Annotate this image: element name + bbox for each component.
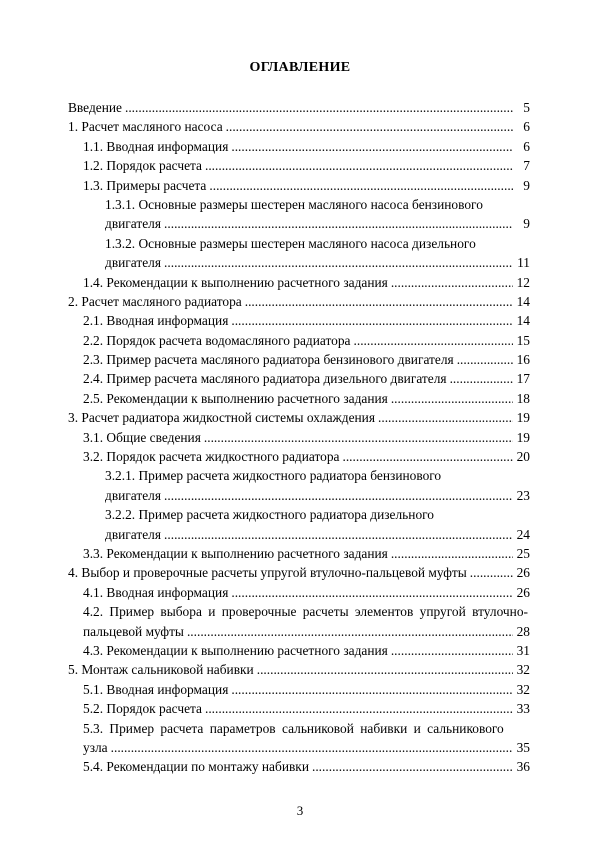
dot-leader [226, 117, 513, 136]
toc-entry-title: 2.2. Порядок расчета водомасляного радиатора [83, 332, 351, 348]
toc-entry[interactable] [83, 331, 530, 350]
toc-entry-title: 1.3. Примеры расчета [83, 177, 207, 193]
toc-entry-multiline[interactable] [68, 234, 530, 273]
toc-entry-title: 3. Расчет радиатора жидкостной системы охлаждения [68, 410, 376, 426]
dot-leader [164, 214, 513, 233]
toc-entry-page: 25 [516, 545, 530, 561]
dot-leader [470, 563, 513, 582]
toc-entry[interactable] [68, 98, 530, 117]
toc-entry-page: 26 [516, 584, 530, 600]
toc-entry-page: 6 [523, 119, 530, 135]
toc-entry-title: 3.2. Порядок расчета жидкостного радиатора [83, 449, 340, 465]
toc-entry[interactable] [68, 117, 530, 136]
toc-entry-title: 4. Выбор и проверочные расчеты упругой втулочно-пальцевой муфты [68, 565, 467, 581]
toc-entry-title: Введение [68, 100, 122, 115]
dot-leader [164, 525, 513, 544]
toc-entry-title: 1.4. Рекомендации к выполнению расчетного задания [83, 274, 388, 290]
toc-entry-title-line1: 5.3. Пример расчета параметров сальниковой набивки и сальникового [83, 720, 504, 736]
toc-entry-title: 3.1. Общие сведения [83, 429, 201, 445]
toc-entry-page: 20 [516, 449, 530, 465]
dot-leader [209, 176, 513, 195]
toc-entry[interactable] [105, 253, 530, 272]
dot-leader [164, 253, 513, 272]
toc-entry-page: 23 [516, 487, 530, 503]
dot-leader [231, 583, 513, 602]
toc-entry-title: 1. Расчет масляного насоса [68, 119, 223, 135]
toc-entry-title: 1.1. Вводная информация [83, 138, 229, 154]
toc-entry[interactable] [105, 486, 530, 505]
dot-leader [450, 369, 513, 388]
toc-entry-title: 5.1. Вводная информация [83, 681, 229, 697]
dot-leader [312, 757, 513, 776]
toc-entry[interactable] [83, 680, 530, 699]
page-title: ОГЛАВЛЕНИЕ [249, 60, 351, 75]
toc-entry-title-line1: 4.2. Пример выбора и проверочные расчеты элементов упругой втулочно- [83, 604, 528, 620]
toc-entry-title: двигателя [105, 526, 162, 542]
dot-leader [391, 641, 513, 660]
dot-leader [231, 311, 513, 330]
toc-entry[interactable] [83, 447, 530, 466]
dot-leader [187, 622, 513, 641]
toc-entry-page: 14 [516, 313, 530, 329]
toc-entry-title: 5.4. Рекомендации по монтажу набивки [83, 759, 309, 775]
toc-entry[interactable] [83, 156, 530, 175]
toc-entry-title-line1: 1.3.2. Основные размеры шестерен масляного насоса дизельного [105, 235, 476, 251]
toc-entry-page: 6 [523, 138, 530, 154]
toc-entry-title: 4.3. Рекомендации к выполнению расчетного задания [83, 642, 388, 658]
toc-entry[interactable] [68, 563, 530, 582]
toc-entry[interactable] [83, 641, 530, 660]
toc-entry-title: 5. Монтаж сальниковой набивки [68, 662, 254, 678]
page-number: 3 [296, 803, 304, 818]
toc-entry-title: 2.3. Пример расчета масляного радиатора бензинового двигателя [83, 352, 454, 368]
toc-entry[interactable] [83, 738, 530, 757]
toc-entry-page: 35 [516, 739, 530, 755]
toc-entry[interactable] [83, 389, 530, 408]
toc-entry-page: 7 [523, 158, 530, 174]
toc-entry-title: двигателя [105, 487, 162, 503]
dot-leader [205, 156, 513, 175]
toc-entry-title-line1: 3.2.2. Пример расчета жидкостного радиатора дизельного [105, 507, 434, 523]
toc-entry[interactable] [83, 699, 530, 718]
dot-leader [391, 389, 513, 408]
toc-entry-page: 31 [516, 642, 530, 658]
toc-entry-page: 32 [516, 662, 530, 678]
toc-entry-page: 12 [516, 274, 530, 290]
toc-entry-title: двигателя [105, 216, 162, 232]
toc-entry-page: 33 [516, 701, 530, 717]
toc-entry-page: 9 [523, 216, 530, 232]
toc-entry[interactable] [83, 583, 530, 602]
toc-entry-title: пальцевой муфты [83, 623, 184, 639]
toc-entry[interactable] [83, 350, 530, 369]
toc-entry-page: 36 [516, 759, 530, 775]
toc-entry-title: 1.2. Порядок расчета [83, 158, 202, 174]
dot-leader [125, 98, 513, 117]
toc-entry[interactable] [83, 544, 530, 563]
toc-entry-page: 9 [523, 177, 530, 193]
toc-entry-multiline[interactable] [68, 466, 530, 505]
toc-entry-title: узла [83, 739, 108, 755]
dot-leader [111, 738, 513, 757]
toc-entry[interactable] [83, 137, 530, 156]
toc-entry[interactable] [83, 176, 530, 195]
toc-entry-page: 19 [516, 410, 530, 426]
toc-entry-page: 32 [516, 681, 530, 697]
toc-entry-title: 4.1. Вводная информация [83, 584, 229, 600]
toc-entry-title: 2.4. Пример расчета масляного радиатора дизельного двигателя [83, 371, 447, 387]
dot-leader [231, 137, 513, 156]
dot-leader [342, 447, 513, 466]
toc-entry-title: 2.1. Вводная информация [83, 313, 229, 329]
toc-entry-page: 15 [516, 332, 530, 348]
table-of-contents [68, 98, 530, 777]
toc-entry[interactable] [83, 311, 530, 330]
toc-entry[interactable] [68, 408, 530, 427]
dot-leader [391, 273, 513, 292]
toc-entry[interactable] [83, 369, 530, 388]
dot-leader [231, 680, 513, 699]
toc-entry-page: 28 [516, 623, 530, 639]
toc-entry-page: 5 [523, 100, 530, 115]
toc-entry[interactable] [68, 292, 530, 311]
dot-leader [204, 428, 513, 447]
toc-entry-title: 2. Расчет масляного радиатора [68, 293, 242, 309]
toc-entry-page: 14 [516, 293, 530, 309]
dot-leader [378, 408, 513, 427]
toc-entry-title: двигателя [105, 255, 162, 271]
toc-entry[interactable] [83, 757, 530, 776]
toc-entry-multiline[interactable] [68, 719, 530, 758]
toc-entry[interactable] [68, 660, 530, 679]
dot-leader [257, 660, 513, 679]
toc-entry-title: 5.2. Порядок расчета [83, 701, 202, 717]
toc-entry-page: 16 [516, 352, 530, 368]
toc-entry-page: 11 [517, 255, 530, 271]
dot-leader [205, 699, 513, 718]
toc-entry-title-line1: 1.3.1. Основные размеры шестерен масляного насоса бензинового [105, 196, 483, 212]
toc-entry-multiline[interactable] [68, 602, 530, 641]
toc-entry-title: 2.5. Рекомендации к выполнению расчетного задания [83, 390, 388, 406]
dot-leader [164, 486, 513, 505]
dot-leader [354, 331, 513, 350]
toc-entry-page: 24 [516, 526, 530, 542]
toc-entry[interactable] [83, 622, 530, 641]
dot-leader [245, 292, 513, 311]
dot-leader [391, 544, 513, 563]
toc-entry[interactable] [105, 214, 530, 233]
toc-entry-multiline[interactable] [68, 195, 530, 234]
toc-entry-page: 26 [516, 565, 530, 581]
dot-leader [457, 350, 513, 369]
toc-entry-page: 17 [516, 371, 530, 387]
toc-entry[interactable] [83, 428, 530, 447]
toc-entry-page: 18 [516, 390, 530, 406]
toc-entry[interactable] [105, 525, 530, 544]
toc-entry-title: 3.3. Рекомендации к выполнению расчетного задания [83, 545, 388, 561]
toc-entry-page: 19 [516, 429, 530, 445]
toc-entry[interactable] [83, 273, 530, 292]
toc-entry-title-line1: 3.2.1. Пример расчета жидкостного радиатора бензинового [105, 468, 442, 484]
toc-entry-multiline[interactable] [68, 505, 530, 544]
